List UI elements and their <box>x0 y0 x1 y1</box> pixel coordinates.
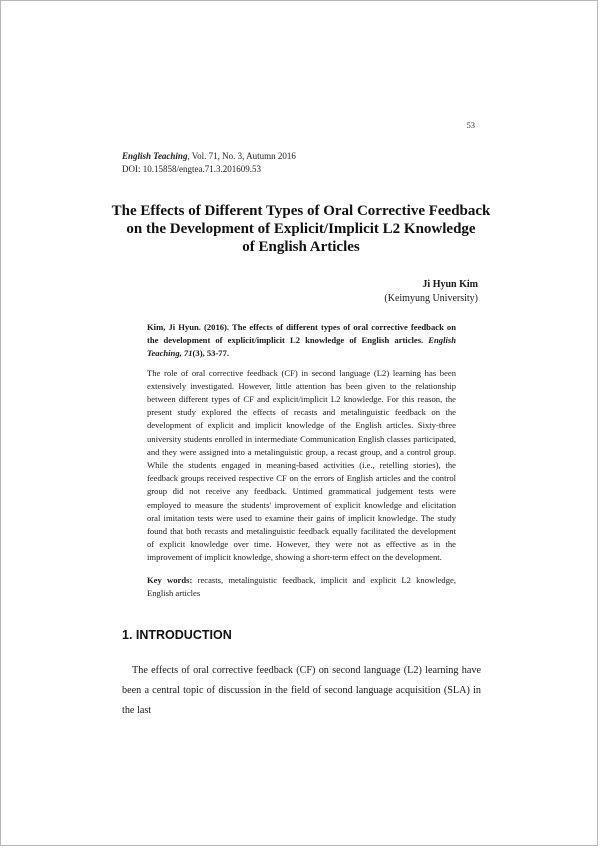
journal-info <box>122 150 296 176</box>
author-affiliation: (Keimyung University) <box>384 293 478 304</box>
paper-title <box>101 202 501 256</box>
intro-paragraph: The effects of oral corrective feedback (CF) on second language (L2) learning have been a central topic of discussion in the field of second language acquisition (SLA) in the last <box>122 665 481 716</box>
keywords-label: Key words: <box>147 574 193 585</box>
citation <box>147 321 456 361</box>
abstract-text: The role of oral corrective feedback (CF) in second language (L2) learning has been extensively investigated. However, little attention has been given to the relationship between different types of CF and explicit/implicit L2 knowledge. For this reason, the present study explored the effects of recasts and metalinguistic feedback on the development of explicit and implicit knowledge of the English articles. Sixty-three university students enrolled in intermediate Communication English classes participated, and they were assigned into a metalinguistic group, a recast group, and a control group. While the students engaged in meaning-based activities (i.e., retelling stories), the feedback groups received respective CF on the errors of English articles and the control group did not receive any feedback. Untimed grammatical judgement tests were employed to measure the students' improvement of explicit knowledge and elicitation oral imitation tests were used to examine their gains of implicit knowledge. The study found that both recasts and metalinguistic feedback equally facilitated the development of explicit knowledge over time. However, they were not as effective as in the improvement of implicit knowledge, showing a short-term effect on the development. <box>147 367 456 563</box>
page-number: 53 <box>466 120 475 130</box>
citation-journal: English Teaching, 71 <box>147 335 456 359</box>
journal-citation-line <box>122 150 296 163</box>
section-heading: 1. INTRODUCTION <box>122 628 232 642</box>
author-name: Ji Hyun Kim <box>422 279 478 290</box>
title-line-3: of English Articles <box>242 239 360 255</box>
keywords <box>147 574 456 600</box>
title-line-1: The Effects of Different Types of Oral Corrective Feedback <box>111 203 491 219</box>
citation-prefix: Kim, Ji Hyun. (2016). The effects of different types of oral corrective feedback on the development of explicit/implicit L2 knowledge of English articles. <box>147 322 456 346</box>
citation-suffix: (3), 53-77. <box>192 348 230 359</box>
journal-issue: , Vol. 71, No. 3, Autumn 2016 <box>187 151 296 161</box>
keywords-value: recasts, metalinguistic feedback, implicit and explicit L2 knowledge, English articles <box>147 574 456 598</box>
doi: DOI: 10.15858/engtea.71.3.201609.53 <box>122 164 261 174</box>
journal-name: English Teaching <box>122 151 188 161</box>
title-line-2: on the Development of Explicit/Implicit L2 Knowledge <box>126 221 476 237</box>
abstract-block <box>147 321 456 600</box>
